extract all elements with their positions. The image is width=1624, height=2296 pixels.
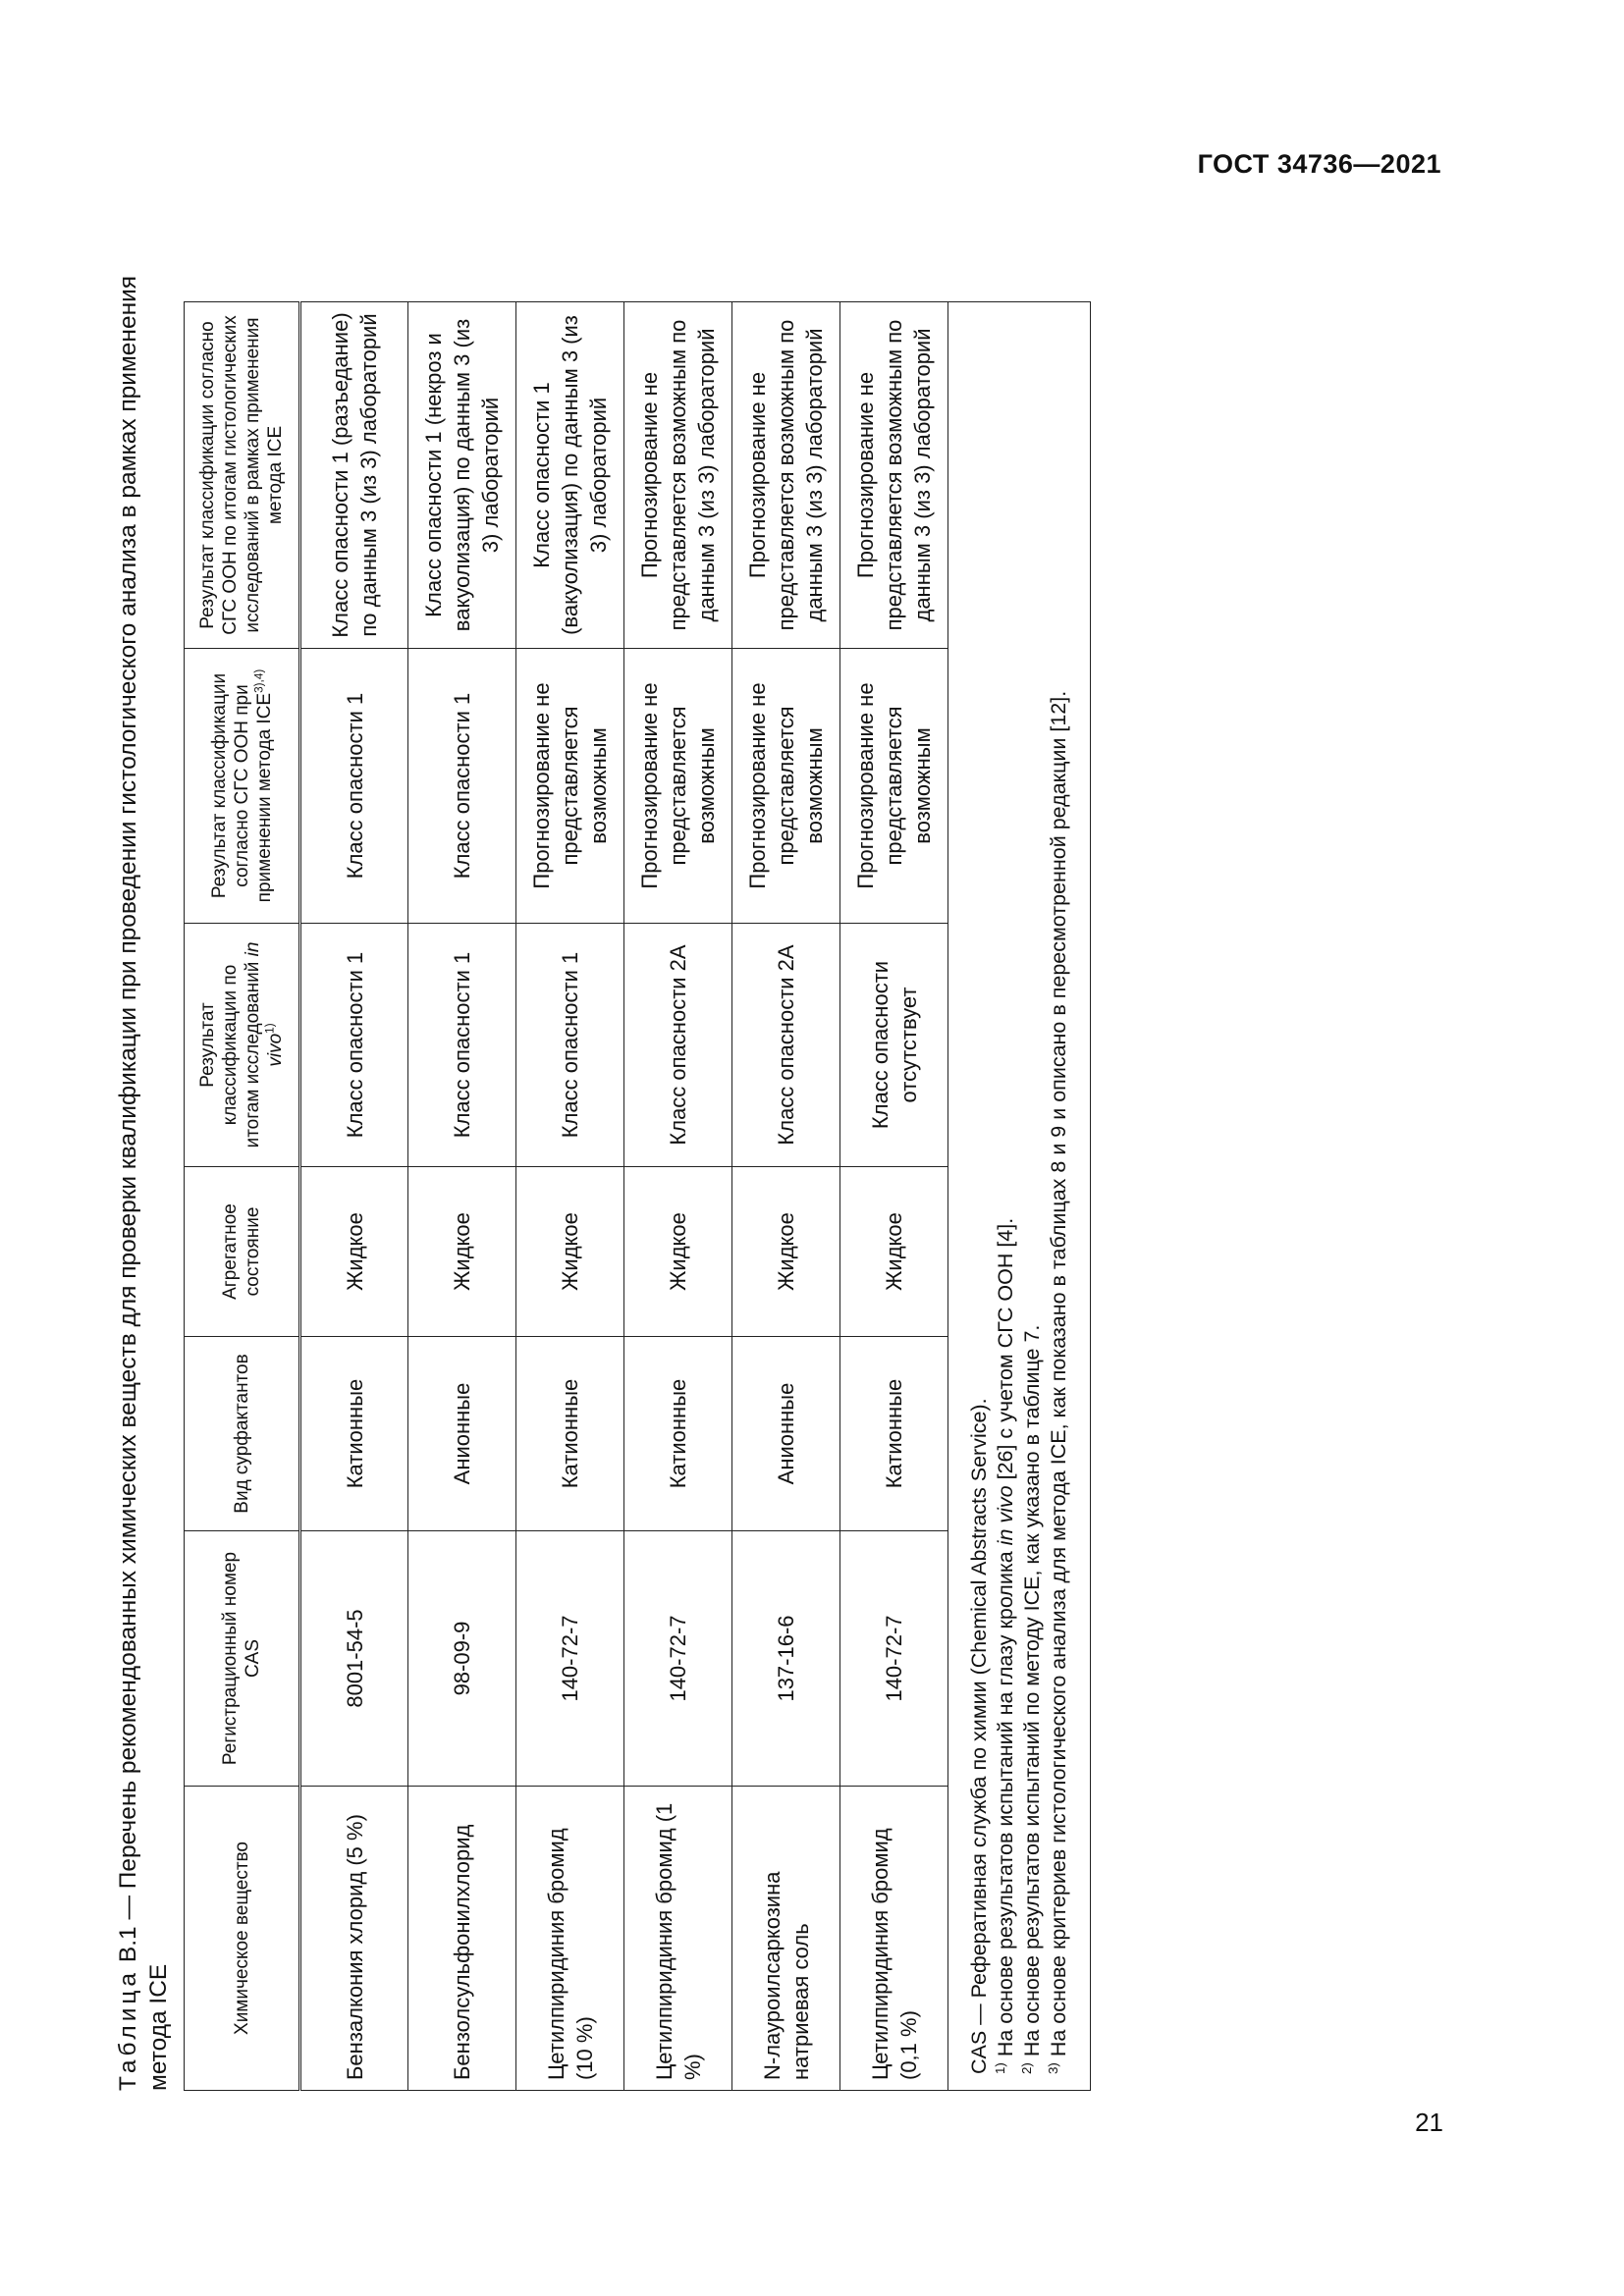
cell-substance: N-лауроилсаркозина натриевая соль (732, 1787, 840, 2091)
cell-substance: Цетилпиридиния бромид (10 %) (516, 1787, 624, 2091)
cell-surfactant: Анионные (408, 1337, 516, 1531)
cell-state: Жидкое (516, 1167, 624, 1337)
page-number: 21 (1415, 2108, 1443, 2137)
table-caption (113, 265, 174, 2091)
cell-histology: Класс опасности 1 (некроз и вакуолизация) по данным 3 (из 3) лабораторий (408, 302, 516, 649)
rotated-table-block (113, 236, 1114, 2091)
cell-in-vivo: Класс опасности 2А (624, 924, 732, 1167)
standard-code: ГОСТ 34736—2021 (1197, 149, 1441, 179)
cell-state: Жидкое (840, 1167, 948, 1337)
cell-in-vivo: Класс опасности отсутствует (840, 924, 948, 1167)
table-header-row (185, 302, 300, 2091)
cell-ice: Прогнозирование не представляется возможным (732, 649, 840, 924)
cell-substance: Цетилпиридиния бромид (0,1 %) (840, 1787, 948, 2091)
table-row (408, 302, 516, 2091)
cell-ice: Прогнозирование не представляется возможным (516, 649, 624, 924)
cell-state: Жидкое (732, 1167, 840, 1337)
caption-text: В.1 — Перечень рекомендованных химических веществ для проверки квалификации при проведении гистологического анализа в рамках применения метода ICE (115, 275, 172, 2091)
cell-cas: 137-16-6 (732, 1531, 840, 1787)
table-row (732, 302, 840, 2091)
cell-state: Жидкое (300, 1167, 408, 1337)
col-header-substance: Химическое вещество (185, 1787, 300, 2091)
caption-label: Таблица (115, 1968, 141, 2091)
table-notes-row (948, 302, 1091, 2091)
table-row (516, 302, 624, 2091)
cell-surfactant: Катионные (300, 1337, 408, 1531)
col-header-ice: Результат классификации согласно СГС ООН при применении метода $ICE^{3),4)}$ (185, 649, 300, 924)
cell-substance: Бензолсульфонилхлорид (408, 1787, 516, 2091)
cell-histology: Класс опасности 1 (вакуолизация) по данным 3 (из 3) лабораторий (516, 302, 624, 649)
note-3: $^{3)}$ На основе критериев гистологического анализа для метода ICE, как показано в таблицах 8 и 9 и описано в пересмотренной редакции [12]. (1045, 690, 1070, 2074)
cell-histology: Класс опасности 1 (разъедание) по данным 3 (из 3) лабораторий (300, 302, 408, 649)
cell-in-vivo: Класс опасности 2А (732, 924, 840, 1167)
col-header-cas: Регистрационный номер CAS (185, 1531, 300, 1787)
col-header-in-vivo: Результат классификации по итогам исследований in vivo$^{1)}$ (185, 924, 300, 1167)
cell-surfactant: Катионные (624, 1337, 732, 1531)
cell-cas: 140-72-7 (624, 1531, 732, 1787)
cell-surfactant: Катионные (840, 1337, 948, 1531)
table-row (840, 302, 948, 2091)
cell-ice: Прогнозирование не представляется возможным (624, 649, 732, 924)
cell-cas: 98-09-9 (408, 1531, 516, 1787)
table-row (624, 302, 732, 2091)
cell-histology: Прогнозирование не представляется возможным по данным 3 (из 3) лабораторий (732, 302, 840, 649)
cell-state: Жидкое (408, 1167, 516, 1337)
cell-histology: Прогнозирование не представляется возможным по данным 3 (из 3) лабораторий (624, 302, 732, 649)
cell-substance: Бензалкония хлорид (5 %) (300, 1787, 408, 2091)
col-header-state: Агрегатное состояние (185, 1167, 300, 1337)
cell-ice: Класс опасности 1 (408, 649, 516, 924)
col-header-surfactant: Вид сурфактантов (185, 1337, 300, 1531)
note-cas: CAS — Реферативная служба по химии (Chemical Abstracts Service). (967, 1398, 991, 2074)
cell-ice: Класс опасности 1 (300, 649, 408, 924)
substances-table (184, 301, 1091, 2091)
cell-substance: Цетилпиридиния бромид (1 %) (624, 1787, 732, 2091)
cell-ice: Прогнозирование не представляется возможным (840, 649, 948, 924)
cell-surfactant: Катионные (516, 1337, 624, 1531)
cell-histology: Прогнозирование не представляется возможным по данным 3 (из 3) лабораторий (840, 302, 948, 649)
cell-surfactant: Анионные (732, 1337, 840, 1531)
cell-state: Жидкое (624, 1167, 732, 1337)
note-1: $^{1)}$ На основе результатов испытаний на глазу кролика in vivo [26] с учетом СГС ООН [4]. (992, 1217, 1017, 2074)
note-2: $^{2)}$ На основе результатов испытаний по методу ICE, как указано в таблице 7. (1018, 1324, 1044, 2074)
table-row (300, 302, 408, 2091)
cell-cas: 8001-54-5 (300, 1531, 408, 1787)
cell-cas: 140-72-7 (516, 1531, 624, 1787)
cell-in-vivo: Класс опасности 1 (516, 924, 624, 1167)
col-header-histology: Результат классификации согласно СГС ООН по итогам гистологических исследований в рамках применения метода ICE (185, 302, 300, 649)
cell-in-vivo: Класс опасности 1 (408, 924, 516, 1167)
cell-cas: 140-72-7 (840, 1531, 948, 1787)
cell-in-vivo: Класс опасности 1 (300, 924, 408, 1167)
table-notes (948, 302, 1091, 2091)
